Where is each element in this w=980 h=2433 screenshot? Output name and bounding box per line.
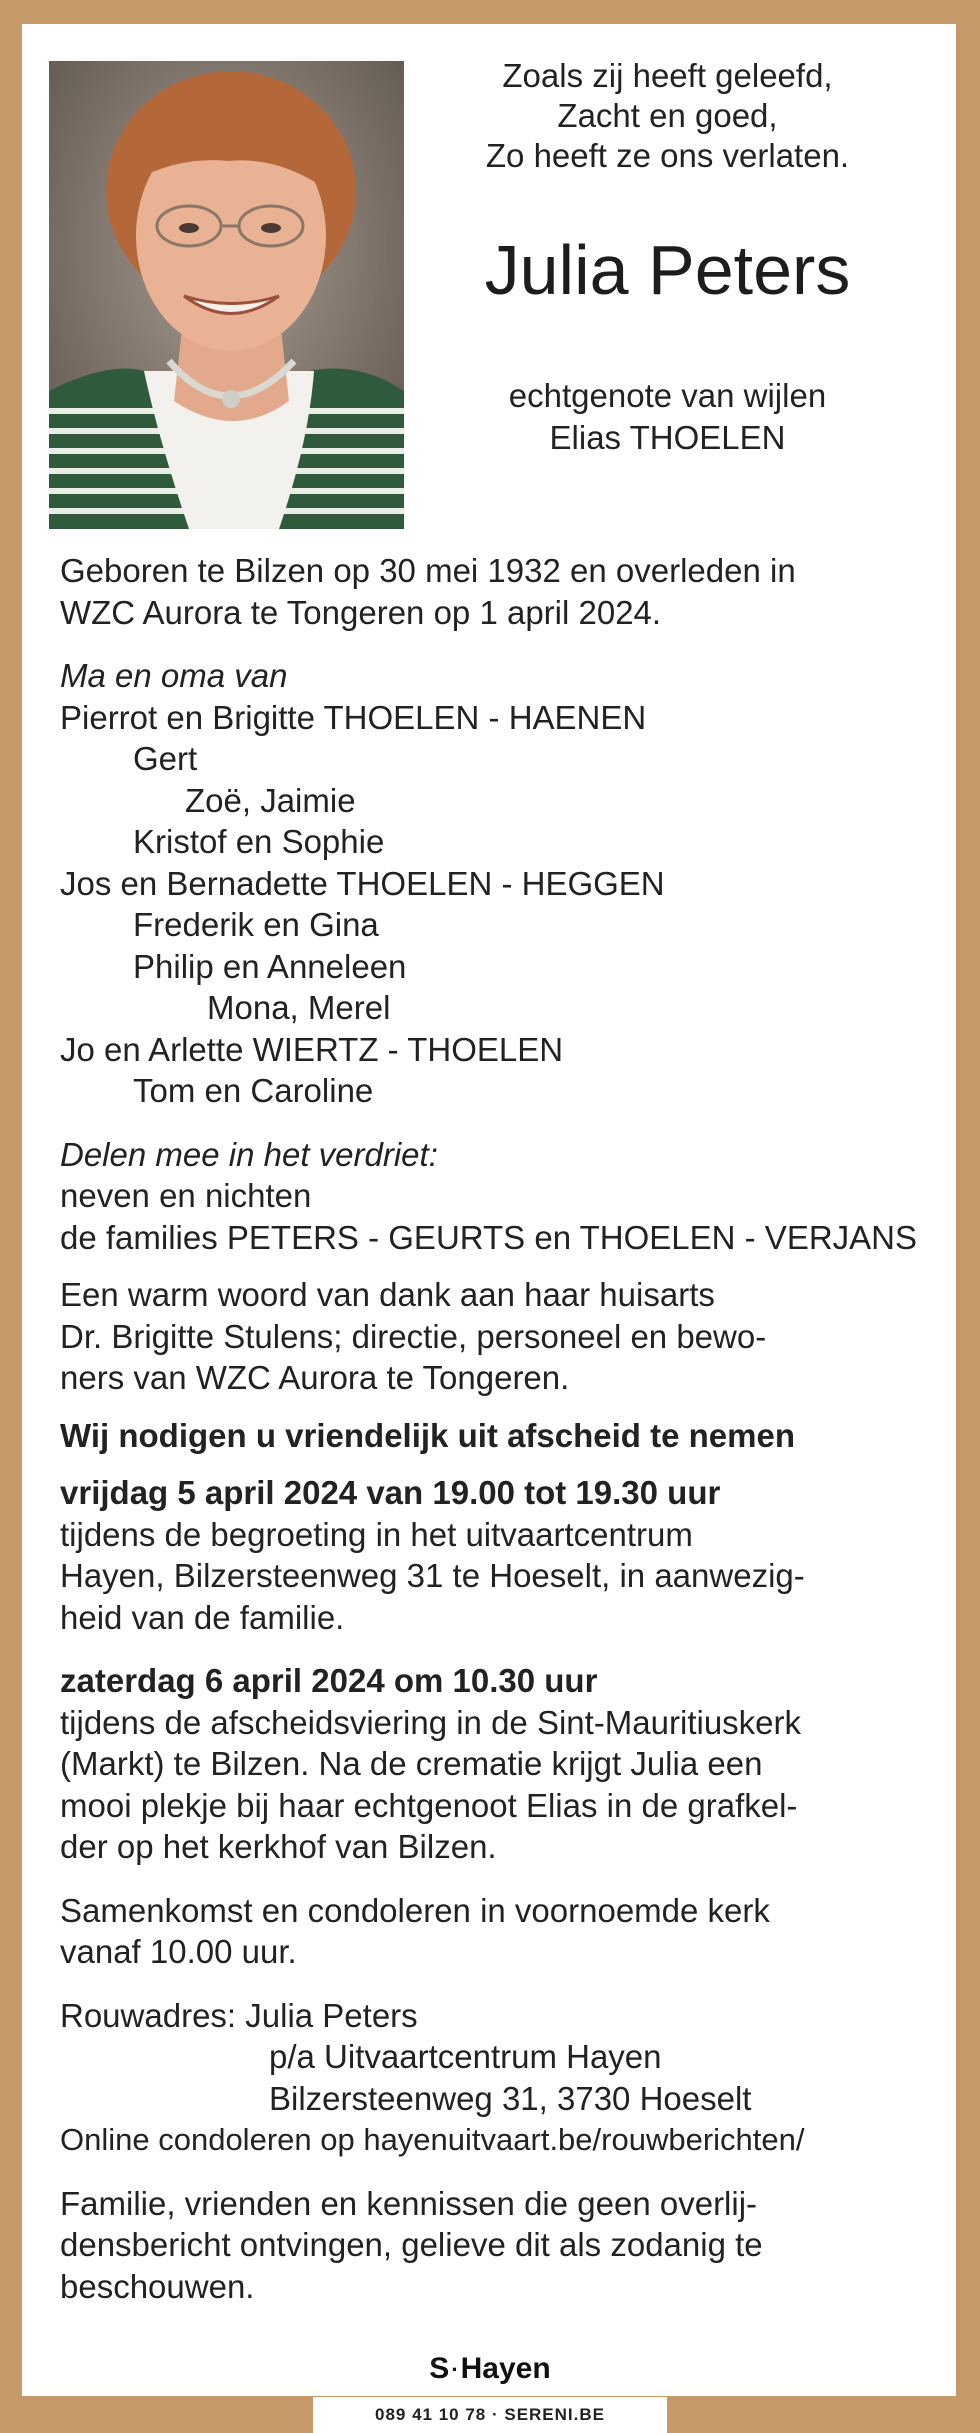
- grief-line: neven en nichten: [60, 1177, 312, 1214]
- closing-line: beschouwen.: [60, 2267, 255, 2305]
- event-line: mooi plekje bij haar echtgenoot Elias in de grafkel-: [60, 1786, 798, 1824]
- gathering-line: Samenkomst en condoleren in voornoemde kerk: [60, 1891, 770, 1929]
- spouse-info: [420, 375, 915, 459]
- grief-heading: Delen mee in het verdriet:: [60, 1135, 438, 1173]
- grief-line: de families PETERS - GEURTS en THOELEN - VERJANS: [60, 1218, 918, 1256]
- poem: [420, 56, 915, 176]
- thanks-line: Een warm woord van dank aan haar huisarts: [60, 1276, 715, 1313]
- spouse-line: echtgenote van wijlen: [508, 377, 827, 414]
- address-line: Rouwadres: Julia Peters: [60, 1996, 418, 2034]
- spouse-line: Elias THOELEN: [549, 419, 786, 456]
- address-line: p/a Uitvaartcentrum Hayen: [269, 2038, 662, 2075]
- logo-mark: S: [429, 2352, 450, 2385]
- thanks-line: ners van WZC Aurora te Tongeren.: [60, 1359, 570, 1396]
- funeral-home-logo: [0, 2352, 980, 2386]
- family-line: Tom en Caroline: [133, 1072, 374, 1109]
- deceased-name: Julia Peters: [484, 231, 851, 309]
- event-line: der op het kerkhof van Bilzen.: [60, 1828, 497, 1865]
- online-condolence: Online condoleren op hayenuitvaart.be/rouwberichten/: [60, 2122, 805, 2157]
- poem-line: Zacht en goed,: [557, 97, 778, 134]
- contact-bar: 089 41 10 78 · SERENI.BE: [313, 2397, 667, 2433]
- portrait-photo: [49, 61, 404, 529]
- event-line: tijdens de begroeting in het uitvaartcentrum: [60, 1515, 693, 1553]
- family-line: Jos en Bernadette THOELEN - HEGGEN: [60, 864, 665, 902]
- poem-line: Zo heeft ze ons verlaten.: [485, 137, 850, 174]
- closing-line: densbericht ontvingen, gelieve dit als zodanig te: [60, 2226, 763, 2263]
- family-line: Kristof en Sophie: [133, 823, 385, 860]
- family-line: Gert: [133, 740, 198, 777]
- family-line: Mona, Merel: [207, 989, 391, 1026]
- family-heading: Ma en oma van: [60, 657, 288, 694]
- family-line: Philip en Anneleen: [133, 947, 407, 985]
- logo-text: Hayen: [460, 2352, 551, 2385]
- birth-death-line: Geboren te Bilzen op 30 mei 1932 en overleden in: [60, 552, 796, 589]
- event-line: heid van de familie.: [60, 1598, 345, 1636]
- event-line: tijdens de afscheidsviering in de Sint-Mauritiuskerk: [60, 1703, 802, 1741]
- family-line: Pierrot en Brigitte THOELEN - HAENEN: [60, 698, 647, 736]
- event-date: zaterdag 6 april 2024 om 10.30 uur: [60, 1662, 598, 1699]
- address-line: Bilzersteenweg 31, 3730 Hoeselt: [269, 2079, 752, 2117]
- poem-line: Zoals zij heeft geleefd,: [502, 57, 833, 94]
- gathering-line: vanaf 10.00 uur.: [60, 1933, 297, 1970]
- thanks-line: Dr. Brigitte Stulens; directie, personeel en bewo-: [60, 1317, 767, 1355]
- logo-dot-icon: ·: [451, 2357, 459, 2383]
- closing-line: Familie, vrienden en kennissen die geen overlij-: [60, 2184, 758, 2222]
- family-line: Jo en Arlette WIERTZ - THOELEN: [60, 1030, 564, 1068]
- family-line: Zoë, Jaimie: [185, 781, 356, 819]
- event-line: (Markt) te Bilzen. Na de crematie krijgt Julia een: [60, 1745, 763, 1782]
- event-date: vrijdag 5 april 2024 van 19.00 tot 19.30 uur: [60, 1474, 721, 1511]
- birth-death-line: WZC Aurora te Tongeren op 1 april 2024.: [60, 593, 662, 631]
- obituary-body: [60, 550, 940, 2307]
- invitation-heading: Wij nodigen u vriendelijk uit afscheid te nemen: [60, 1416, 795, 1454]
- event-line: Hayen, Bilzersteenweg 31 te Hoeselt, in aanwezig-: [60, 1557, 805, 1594]
- family-line: Frederik en Gina: [133, 906, 379, 943]
